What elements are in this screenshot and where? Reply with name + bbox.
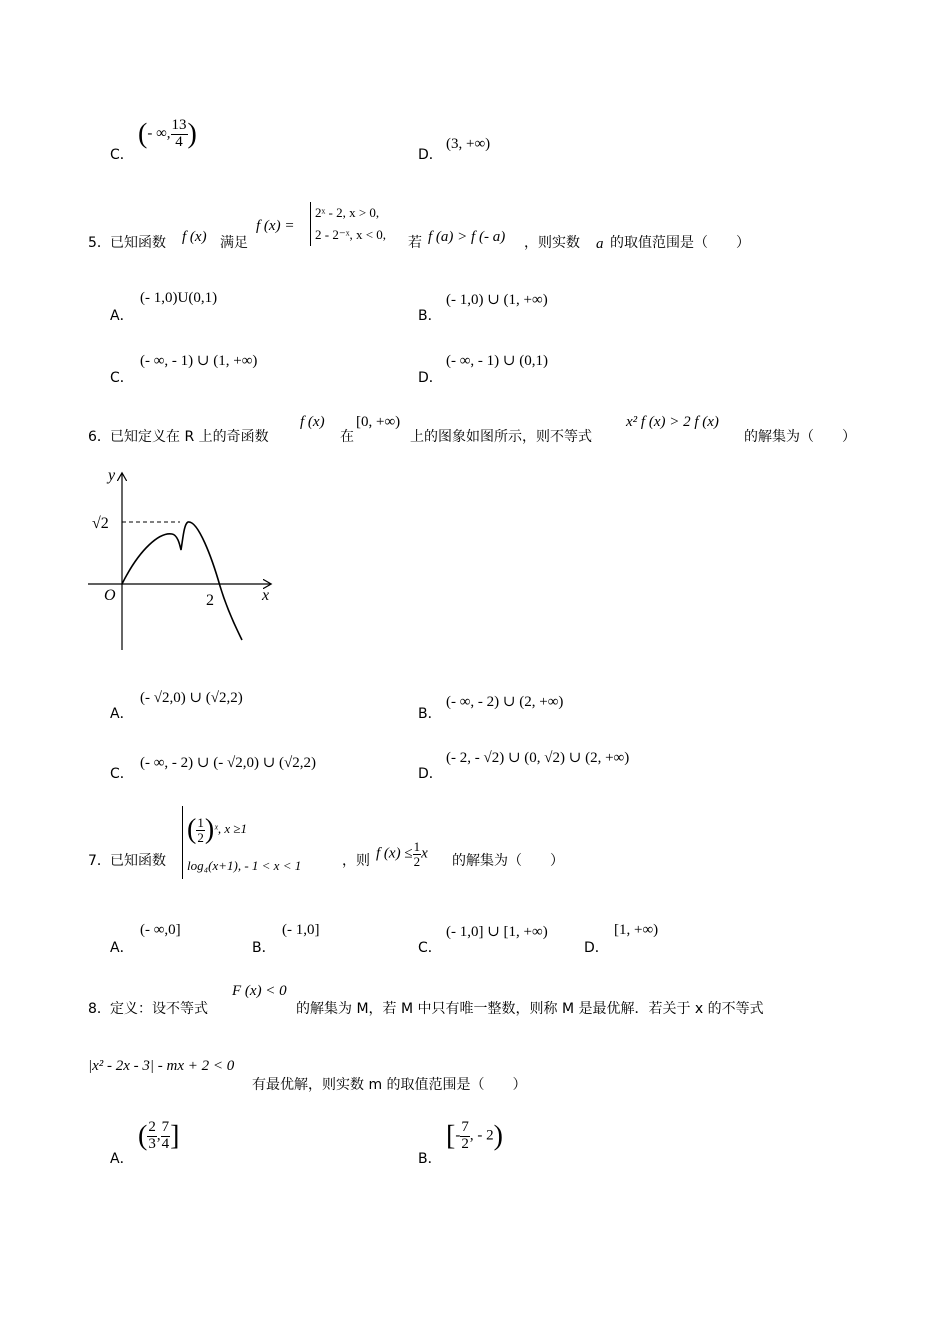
q6-origin-label: O xyxy=(104,587,116,604)
q6-option-b-label[interactable]: B． xyxy=(418,706,442,722)
q8-stem-c: 有最优解，则实数 m 的取值范围是（ ） xyxy=(252,1077,527,1093)
q6-fx: f (x) xyxy=(300,414,325,430)
q6-stem-a: 已知定义在 R 上的奇函数 xyxy=(110,429,269,445)
q5-stem-d: ，则实数 xyxy=(524,235,580,251)
q7-case1-tail: ˣ, x ≥1 xyxy=(214,821,247,836)
q6-option-c-expr: (- ∞, - 2) ∪ (- √2,0) ∪ (√2,2) xyxy=(140,755,317,771)
q7-option-d-expr: [1, +∞) xyxy=(614,922,659,938)
q8-option-a-num1: 2 xyxy=(148,1119,156,1135)
q5-option-c-label[interactable]: C． xyxy=(110,370,134,386)
q6-x-label: x xyxy=(262,587,270,604)
q5-case1: 2ˣ - 2, x > 0, xyxy=(315,205,380,220)
q7-option-c-label[interactable]: C． xyxy=(418,940,442,956)
q6-option-b-expr: (- ∞, - 2) ∪ (2, +∞) xyxy=(446,694,564,710)
q7-option-d-label[interactable]: D． xyxy=(584,940,609,956)
q4-option-d-label[interactable]: D． xyxy=(418,147,443,163)
q7-case1: ( $\frac{1}{2}$ )ˣ, x ≥1 xyxy=(187,814,247,846)
q5-piecewise xyxy=(310,202,386,246)
q5-number: 5． xyxy=(88,235,111,251)
q6-interval: [0, +∞) xyxy=(356,414,401,430)
q7-piecewise xyxy=(182,806,301,879)
q5-ineq: f (a) > f (- a) xyxy=(428,229,506,245)
q7-stem-c: 的解集为（ ） xyxy=(452,853,564,869)
q8-option-b-expr: [- $\frac{7}{2}$ , - 2) xyxy=(446,1119,503,1152)
q5-stem-e: 的取值范围是（ ） xyxy=(610,235,750,251)
q4-option-c-num: 13 xyxy=(171,117,187,133)
q5-option-c-expr: (- ∞, - 1) ∪ (1, +∞) xyxy=(140,353,258,369)
q8-option-a-num2: 7 xyxy=(161,1119,170,1135)
q7-option-b-label[interactable]: B． xyxy=(252,940,276,956)
q7-ineq-num: 1 xyxy=(413,839,421,854)
q8-stem-b: 的解集为 M，若 M 中只有唯一整数，则称 M 是最优解．若关于 x 的不等式 xyxy=(296,1001,764,1017)
q8-stem-a: 定义：设不等式 xyxy=(110,1001,208,1017)
q6-graph xyxy=(80,468,280,658)
q8-option-b-prefix: - xyxy=(455,1127,461,1144)
q8-option-b-suffix: , - 2 xyxy=(469,1127,494,1144)
q5-option-b-label[interactable]: B． xyxy=(418,308,442,324)
q7-case1-den: 2 xyxy=(197,829,204,845)
q6-number: 6． xyxy=(88,429,111,445)
q6-stem-b: 在 xyxy=(340,429,354,445)
q6-y-tick: √2 xyxy=(92,515,109,532)
q5-fx: f (x) xyxy=(182,229,207,245)
q7-ineq xyxy=(376,840,428,868)
q6-curve xyxy=(122,522,242,640)
q7-option-a-label[interactable]: A． xyxy=(110,940,134,956)
q5-stem-c: 若 xyxy=(408,235,422,251)
q4-option-c-den: 4 xyxy=(175,133,183,150)
q7-option-c-expr: (- 1,0] ∪ [1, +∞) xyxy=(446,924,548,940)
q8-option-a-label[interactable]: A． xyxy=(110,1151,134,1167)
q5-option-d-label[interactable]: D． xyxy=(418,370,443,386)
q5-option-b-expr: (- 1,0) ∪ (1, +∞) xyxy=(446,292,548,308)
q4-option-c-label[interactable]: C． xyxy=(110,147,134,163)
q6-ineq: x² f (x) > 2 f (x) xyxy=(626,414,719,430)
q7-option-a-expr: (- ∞,0] xyxy=(140,922,181,938)
q6-y-label: y xyxy=(108,468,116,484)
q8-option-a-den1: 3 xyxy=(148,1135,156,1152)
q8-option-b-label[interactable]: B． xyxy=(418,1151,442,1167)
q8-ineq: F (x) < 0 xyxy=(232,983,287,999)
q5-case2: 2 - 2⁻ˣ, x < 0, xyxy=(315,227,387,242)
q8-option-a-expr: ( $\frac{2}{3}$ , $\frac{7}{4}$ ] xyxy=(138,1119,180,1152)
q6-option-a-expr: (- √2,0) ∪ (√2,2) xyxy=(140,690,243,706)
q5-option-a-expr: (- 1,0)U(0,1) xyxy=(140,290,218,306)
q7-ineq-b: x xyxy=(421,845,428,862)
q5-fx-eq: f (x) = xyxy=(256,218,295,234)
q6-option-d-expr: (- 2, - √2) ∪ (0, √2) ∪ (2, +∞) xyxy=(446,750,630,766)
q7-case1-num: 1 xyxy=(197,814,204,830)
q8-option-b-den: 2 xyxy=(461,1135,469,1152)
q4-option-c-expr: (- ∞, $\frac{13}{4}$ ) xyxy=(138,117,197,150)
q5-stem-a: 已知函数 xyxy=(110,235,166,251)
q6-option-d-label[interactable]: D． xyxy=(418,766,443,782)
q5-option-a-label[interactable]: A． xyxy=(110,308,134,324)
q8-number: 8． xyxy=(88,1001,111,1017)
q4-option-d-expr: (3, +∞) xyxy=(446,136,491,152)
q7-stem-b: ，则 xyxy=(342,853,370,869)
q8-option-b-num: 7 xyxy=(461,1119,469,1135)
q7-stem-a: 已知函数 xyxy=(110,853,166,869)
q6-option-a-label[interactable]: A． xyxy=(110,706,134,722)
q6-x-tick: 2 xyxy=(206,592,214,609)
q7-number: 7． xyxy=(88,853,111,869)
q8-option-a-den2: 4 xyxy=(161,1135,170,1152)
q7-ineq-a: f (x) ≤ xyxy=(376,845,413,862)
q8-ineq2: |x² - 2x - 3| - mx + 2 < 0 xyxy=(88,1058,235,1074)
q5-stem-b: 满足 xyxy=(220,235,248,251)
q7-ineq-den: 2 xyxy=(413,853,421,869)
q5-option-d-expr: (- ∞, - 1) ∪ (0,1) xyxy=(446,353,548,369)
q4-option-c-prefix: - ∞, xyxy=(147,125,171,142)
q5-var: a xyxy=(596,236,604,252)
q6-option-c-label[interactable]: C． xyxy=(110,766,134,782)
q7-option-b-expr: (- 1,0] xyxy=(282,922,320,938)
q7-case2: log₄(x+1), - 1 < x < 1 xyxy=(187,858,302,874)
q6-stem-c: 上的图象如图所示，则不等式 xyxy=(410,429,592,445)
q6-stem-d: 的解集为（ ） xyxy=(744,429,856,445)
